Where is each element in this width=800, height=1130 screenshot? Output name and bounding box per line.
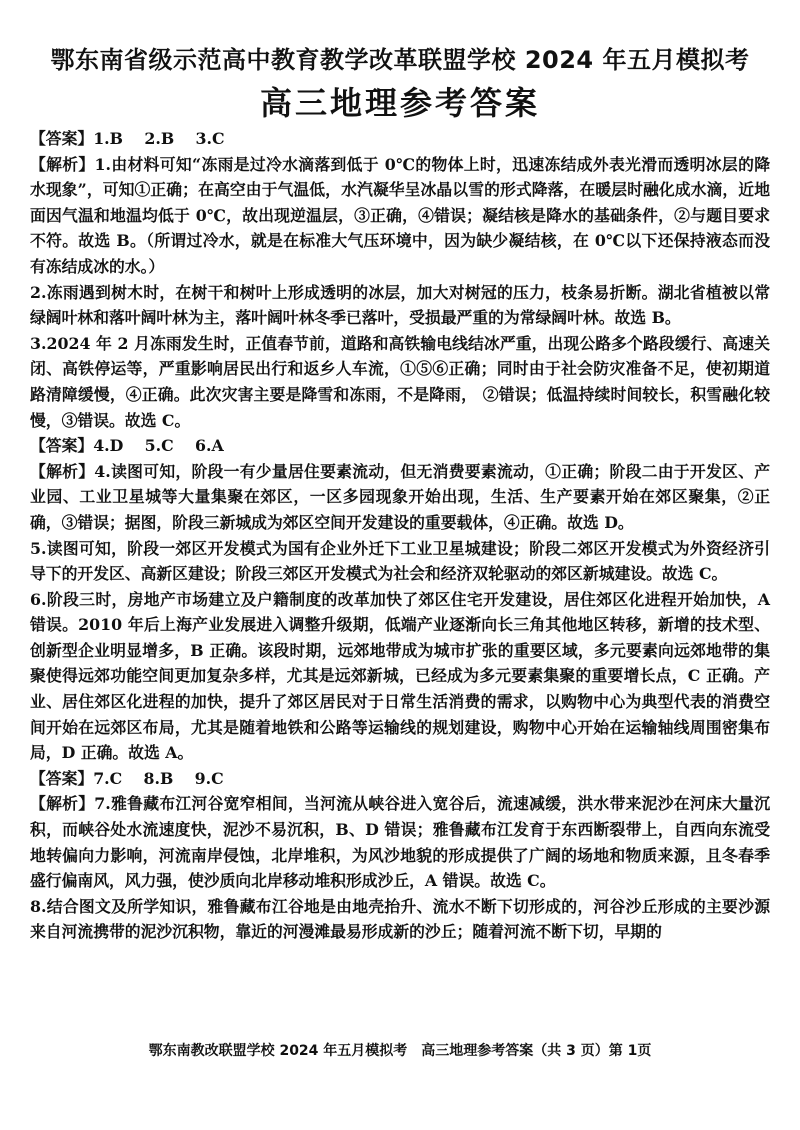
explanation-q6: 6.阶段三时，房地产市场建立及户籍制度的改革加快了郊区住宅开发建设，居住郊区化进程开始加快，A 错误。2010 年后上海产业发展进入调整升级期，低端产业逐渐向长三角其他地区转移，新增的技术型、创新型企业明显增多，B 正确。该段时期，远郊地带成为城市扩张的重要区域，多元要素向远郊地带的集聚使得远郊功能空间更加复杂多样，尤其是远郊新城，已经成为多元要素集聚的重要增长点，C 正确。产业、居住郊区化进程的加快，提升了郊区居民对于日常生活消费的需求，以购物中心为典型代表的消费空间开始在远郊区布局，尤其是随着地铁和公路等运输线的规划建设，购物中心开始在运输轴线周围密集布局，D 正确。故选 A。: [30, 589, 770, 763]
answer-body: [30, 126, 770, 945]
answer-key-4-6: 【答案】4.D 5.C 6.A: [30, 436, 224, 456]
explanation-q4: 【解析】4.读图可知，阶段一有少量居住要素流动，但无消费要素流动，①正确；阶段二由于开发区、产业园、工业卫星城等大量集聚在郊区，一区多园现象开始出现，生活、生产要素开始在郊区聚集，②正确，③错误；据图，阶段三新城成为郊区空间开发建设的重要载体，④正确。故选 D。: [30, 461, 770, 532]
page-footer: 鄂东南教改联盟学校 2024 年五月模拟考 高三地理参考答案（共 3 页）第 1页: [148, 1043, 652, 1059]
answer-key-7-9: 【答案】7.C 8.B 9.C: [30, 768, 224, 788]
document-title: 鄂东南省级示范高中教育教学改革联盟学校 2024 年五月模拟考: [50, 46, 750, 74]
document-subtitle: 高三地理参考答案: [259, 84, 540, 122]
explanation-q5: 5.读图可知，阶段一郊区开发模式为国有企业外迁下工业卫星城建设；阶段二郊区开发模式为外资经济引导下的开发区、高新区建设；阶段三郊区开发模式为社会和经济双轮驱动的郊区新城建设。故选 C。: [30, 538, 770, 584]
explanation-q8: 8.结合图文及所学知识，雅鲁藏布江谷地是由地壳抬升、流水不断下切形成的，河谷沙丘形成的主要沙源来自河流携带的泥沙沉积物，靠近的河漫滩最易形成新的沙丘；随着河流不断下切，早期的: [30, 896, 770, 942]
answer-key-1-3: 【答案】1.B 2.B 3.C: [30, 129, 225, 148]
explanation-q1: 【解析】1.由材料可知“冻雨是过冷水滴落到低于 0℃的物体上时，迅速冻结成外表光滑而透明冰层的降水现象”，可知①正确；在高空由于气温低，水汽凝华呈冰晶以雪的形式降落，在暖层时融化成水滴，近地面因气温和地温均低于 0℃，故出现逆温层，③正确，④错误；凝结核是降水的基础条件，②与题目要求不符。故选 B。（所谓过冷水，就是在标准大气压环境中，因为缺少凝结核，在 0℃以下还保持液态而没有冻结成冰的水。）: [30, 154, 770, 276]
explanation-q3: 3.2024 年 2 月冻雨发生时，正值春节前，道路和高铁输电线结冰严重，出现公路多个路段缓行、高速关闭、高铁停运等，严重影响居民出行和返乡人车流，①⑤⑥正确；同时由于社会防灾准备不足，使初期道路清障缓慢，④正确。此次灾害主要是降雪和冻雨，不是降雨， ②错误；低温持续时间较长，积雪融化较慢，③错误。故选 C。: [30, 333, 770, 430]
explanation-q2: 2.冻雨遇到树木时，在树干和树叶上形成透明的冰层，加大对树冠的压力，枝条易折断。湖北省植被以常绿阔叶林和落叶阔叶林为主，落叶阔叶林冬季已落叶，受损最严重的为常绿阔叶林。故选 B。: [30, 282, 770, 328]
explanation-q7: 【解析】7.雅鲁藏布江河谷宽窄相间，当河流从峡谷进入宽谷后，流速减缓，洪水带来泥沙在河床大量沉积，而峡谷处水流速度快，泥沙不易沉积，B、D 错误；雅鲁藏布江发育于东西断裂带上，自西向东流受地转偏向力影响，河流南岸侵蚀，北岸堆积，为风沙地貌的形成提供了广阔的场地和物质来源，且冬春季盛行偏南风，风力强，使沙质向北岸移动堆积形成沙丘，A 错误。故选 C。: [30, 794, 770, 891]
